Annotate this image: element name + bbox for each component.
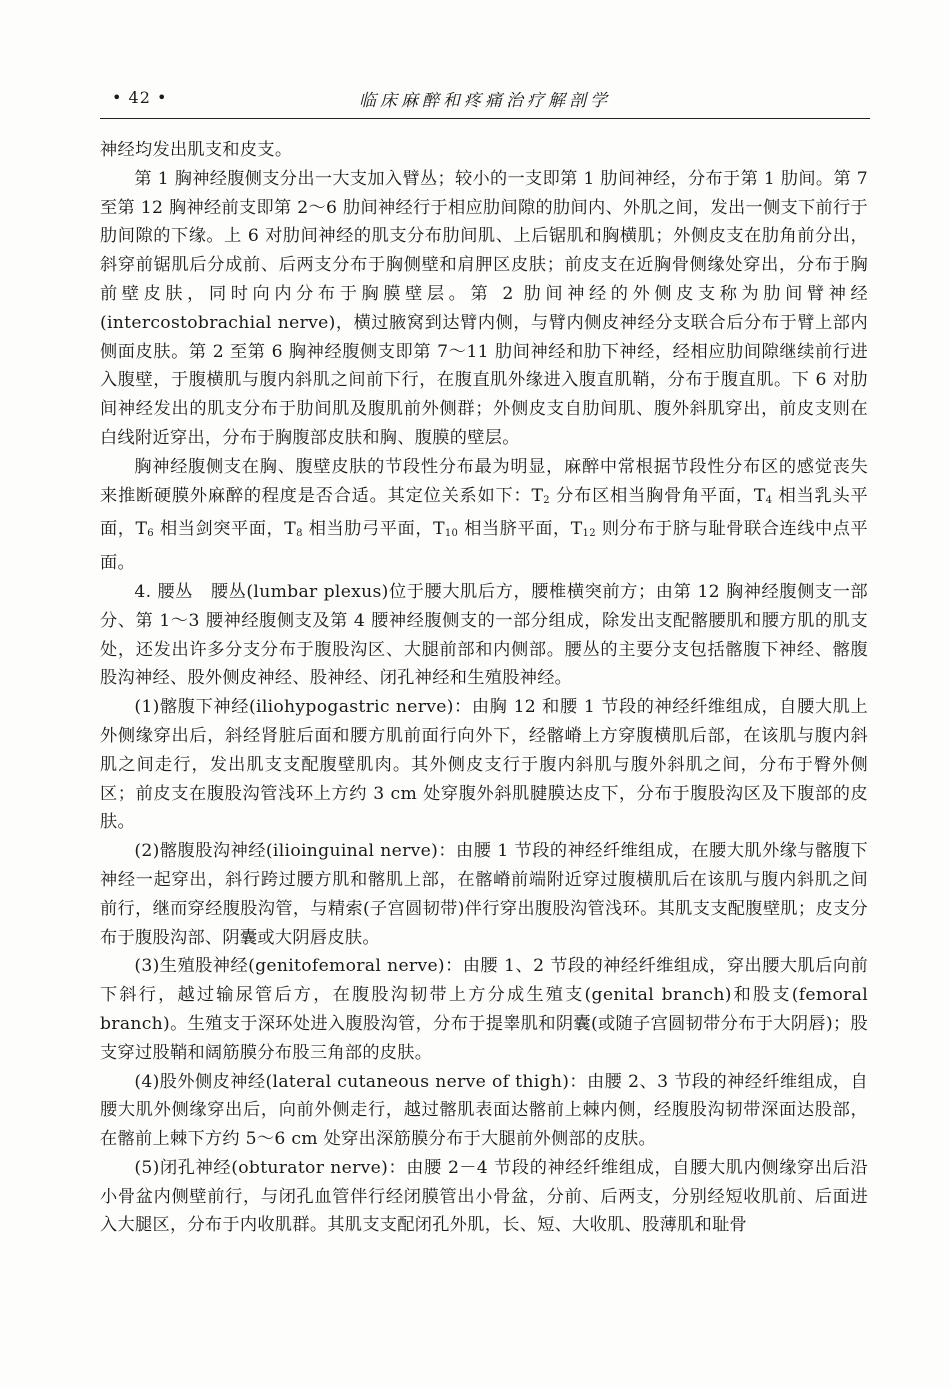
paragraph-iliohypogastric-nerve: (1)髂腹下神经(iliohypogastric nerve)：由胸 12 和腰 1 节段的神经纤维组成，自腰大肌上外侧缘穿出后，斜经肾脏后面和腰方肌前面行向外下，经髂嵴上方穿腹横肌后部，在该肌与腹内斜肌之间走行，发出肌支支配腹壁肌肉。其外侧皮支行于腹内斜肌与腹外斜肌之间，分布于臀外侧区；前皮支在腹股沟管浅环上方约 3 cm 处穿腹外斜肌腱膜达皮下，分布于腹股沟区及下腹部的皮肤。 — [100, 697, 868, 833]
running-title: 临床麻醉和疼痛治疗解剖学 — [359, 91, 611, 111]
paragraph-continuation: 神经均发出肌支和皮支。 — [100, 140, 293, 160]
page-header — [100, 84, 870, 112]
paragraph-segmental-distribution — [100, 453, 868, 578]
subscript: 2 — [543, 494, 550, 506]
text-run: 分布区相当胸骨角平面，T — [549, 485, 766, 506]
text-run: 则分布于脐与耻骨联合连线中点平面。 — [100, 519, 868, 574]
text-run: 相当脐平面，T — [458, 519, 583, 540]
text-run: 相当乳头平面，T — [100, 485, 868, 540]
text-run: 相当剑突平面，T — [153, 519, 297, 540]
subscript: 4 — [765, 494, 773, 506]
paragraph-ilioinguinal-nerve: (2)髂腹股沟神经(ilioinguinal nerve)：由腰 1 节段的神经纤维组成，在腰大肌外缘与髂腹下神经一起穿出，斜行跨过腰方肌和髂肌上部，在髂嵴前端附近穿过腹横肌后在该肌与腹内斜肌之间前行，继而穿经腹股沟管，与精索(子宫圆韧带)伴行穿出腹股沟管浅环。其肌支支配腹壁肌；皮支分布于腹股沟部、阴囊或大阴唇皮肤。 — [100, 841, 868, 948]
text-run: 相当肋弓平面，T — [302, 519, 445, 540]
page-number: • 42 • — [112, 88, 168, 107]
paragraph-lumbar-plexus: 4. 腰丛 腰丛(lumbar plexus)位于腰大肌后方，腰椎横突前方；由第 12 胸神经腹侧支一部分、第 1～3 腰神经腹侧支及第 4 腰神经腹侧支的一部分组成，除发出支配髂腰肌和腰方肌的肌支处，还发出许多分支分布于腹股沟区、大腿前部和内侧部。腰丛的主要分支包括髂腹下神经、髂腹股沟神经、股外侧皮神经、股神经、闭孔神经和生殖股神经。 — [100, 581, 868, 689]
header-rule — [100, 118, 870, 119]
paragraph-lateral-cutaneous-nerve: (4)股外侧皮神经(lateral cutaneous nerve of thigh)：由腰 2、3 节段的神经纤维组成，自腰大肌外侧缘穿出后，向前外侧走行，越过髂肌表面达髂前上棘内侧，经腹股沟韧带深面达股部，在髂前上棘下方约 5～6 cm 处穿出深筋膜分布于大腿前外侧部的皮肤。 — [100, 1071, 868, 1150]
body-text — [100, 136, 868, 1240]
paragraph-genitofemoral-nerve: (3)生殖股神经(genitofemoral nerve)：由腰 1、2 节段的神经纤维组成，穿出腰大肌后向前下斜行，越过输尿管后方，在腹股沟韧带上方分成生殖支(genital branch)和股支(femoral branch)。生殖支于深环处进入腹股沟管，分布于提睾肌和阴囊(或随子宫圆韧带分布于大阴唇)；股支穿过股鞘和阔筋膜分布股三角部的皮肤。 — [100, 956, 868, 1063]
subscript: 10 — [444, 528, 459, 540]
subscript: 8 — [296, 528, 303, 540]
subscript: 12 — [582, 528, 596, 540]
text-run: 胸神经腹侧支在胸、腹壁皮肤的节段性分布最为明显，麻醉中常根据节段性分布区的感觉丧失来推断硬膜外麻醉的程度是否合适。其定位关系如下：T — [100, 456, 868, 506]
paragraph-intercostal-nerves: 第 1 胸神经腹侧支分出一大支加入臂丛；较小的一支即第 1 肋间神经，分布于第 1 肋间。第 7 至第 12 胸神经前支即第 2～6 肋间神经行于相应肋间隙的肋间内、外肌之间，发出一侧支下前行于肋间隙的下缘。上 6 对肋间神经的肌支分布肋间肌、上后锯肌和胸横肌；外侧皮支在肋角前分出，斜穿前锯肌后分成前、后两支分布于胸侧壁和肩胛区皮肤；前皮支在近胸骨侧缘处穿出，分布于胸前壁皮肤，同时向内分布于胸膜壁层。第 2 肋间神经的外侧皮支称为肋间臂神经(intercostobrachial nerve)，横过腋窝到达臂内侧，与臂内侧皮神经分支联合后分布于臂上部内侧面皮肤。第 2 至第 6 胸神经腹侧支即第 7～11 肋间神经和肋下神经，经相应肋间隙继续前行进入腹壁，于腹横肌与腹内斜肌之间前下行，在腹直肌外缘进入腹直肌鞘，分布于腹直肌。下 6 对肋间神经发出的肌支分布于肋间肌及腹肌前外侧群；外侧皮支自肋间肌、腹外斜肌穿出，前皮支则在白线附近穿出，分布于胸腹部皮肤和胸、腹膜的壁层。 — [100, 168, 868, 448]
subscript: 6 — [147, 528, 154, 540]
paragraph-obturator-nerve: (5)闭孔神经(obturator nerve)：由腰 2－4 节段的神经纤维组成，自腰大肌内侧缘穿出后沿小骨盆内侧壁前行，与闭孔血管伴行经闭膜管出小骨盆，分前、后两支，分别经短收肌前、后面进入大腿区，分布于内收肌群。其肌支支配闭孔外肌，长、短、大收肌、股薄肌和耻骨 — [100, 1157, 868, 1236]
